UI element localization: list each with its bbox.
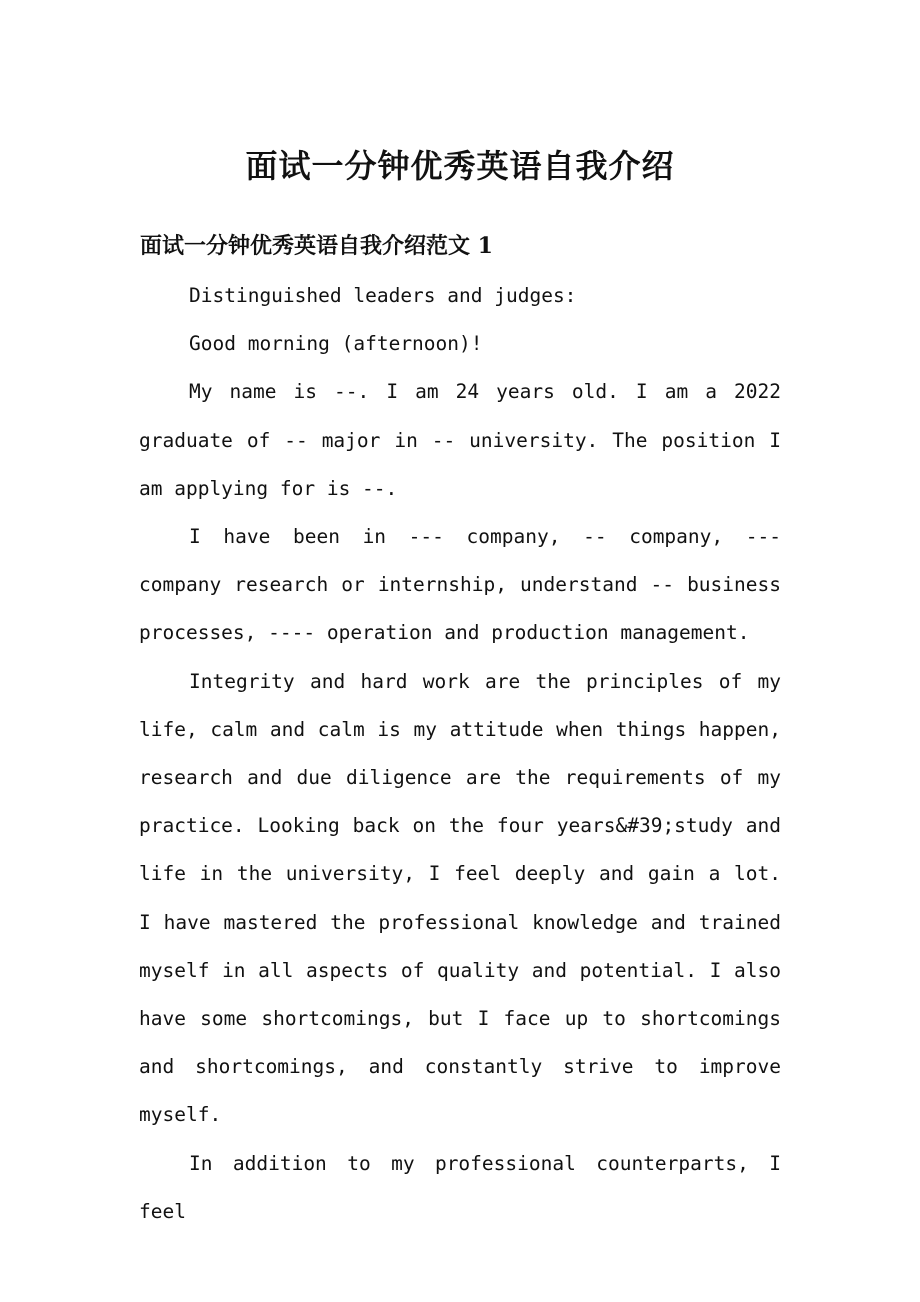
paragraph-salutation: Distinguished leaders and judges:: [189, 284, 577, 307]
paragraph-principles: Integrity and hard work are the principles of my life, calm and calm is my attitude when things happen, research and due diligence are the requirements of my practice. Looking back on the four years&#39;study and life in the university, I feel deeply and gain a lot. I have mastered the professional knowledge and trained myself in all aspects of quality and potential. I also have some shortcomings, but I face up to shortcomings and shortcomings, and constantly strive to improve myself.: [139, 669, 781, 1127]
section-heading: 面试一分钟优秀英语自我介绍范文 1: [140, 233, 493, 259]
document-title: 面试一分钟优秀英语自我介绍: [245, 147, 675, 185]
paragraph-introduction: My name is --. I am 24 years old. I am a 2022 graduate of -- major in -- university. The position I am applying for is --.: [139, 380, 781, 500]
paragraph-additional: In addition to my professional counterparts, I feel: [139, 1151, 781, 1223]
paragraph-greeting: Good morning (afternoon)!: [189, 332, 483, 356]
paragraph-experience: I have been in --- company, -- company, --- company research or internship, understand -- business processes, ---- operation and production management.: [139, 525, 781, 645]
document-body: [139, 272, 781, 1236]
